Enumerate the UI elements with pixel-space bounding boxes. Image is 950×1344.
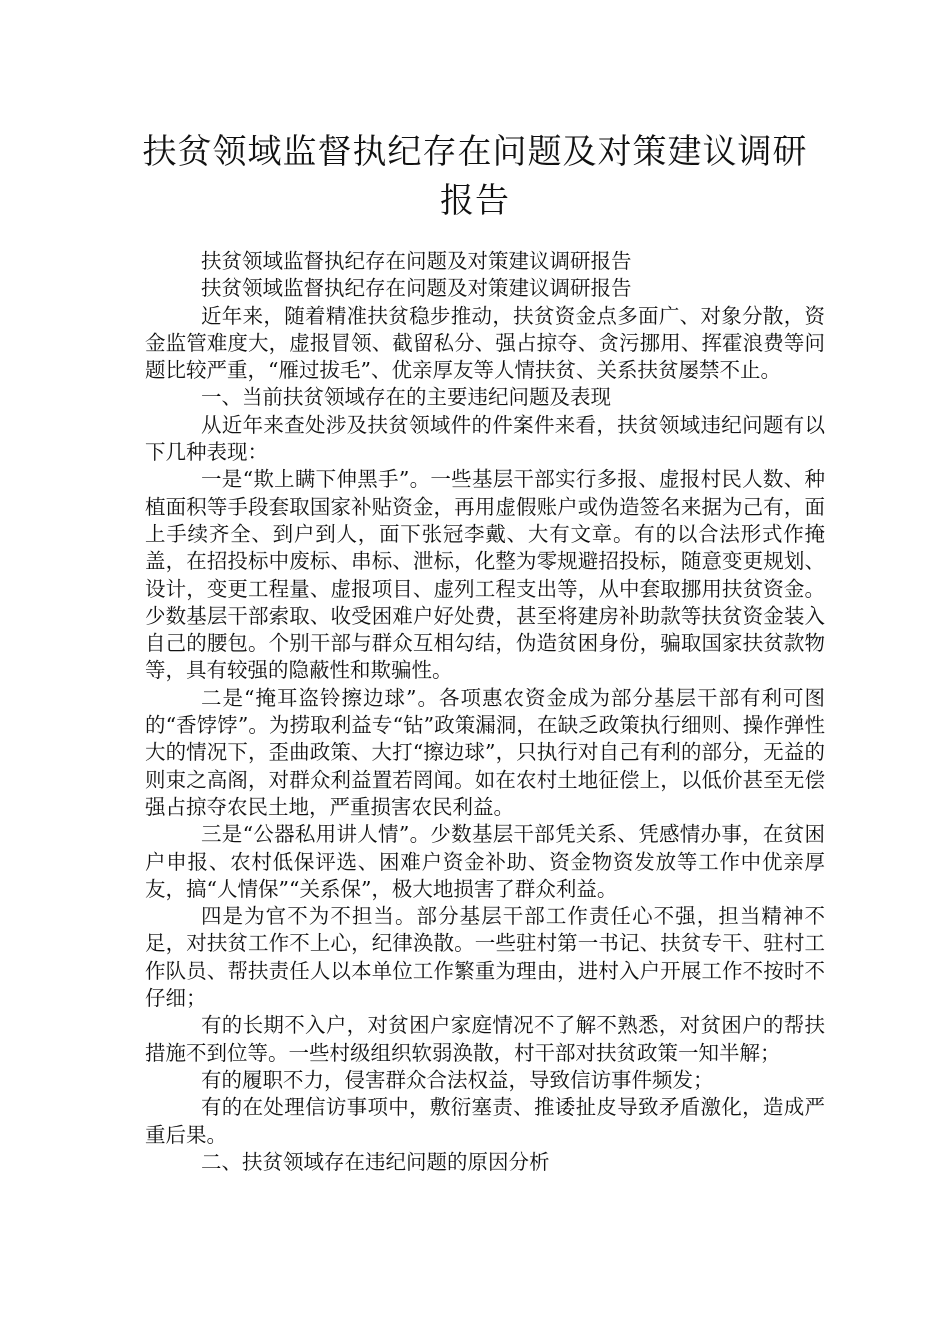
paragraph: 有的履职不力，侵害群众合法权益，导致信访事件频发； — [201, 1067, 714, 1092]
paragraph: 有的在处理信访事项中，敷衍塞责、推诿扯皮导致矛盾激化，造成严重后果。 — [145, 1095, 825, 1147]
paragraph: 一是“欺上瞒下伸黑手”。一些基层干部实行多报、虚报村民人数、种植面积等手段套取国家补贴资金，再用虚假账户或伪造签名来据为己有，面上手续齐全、到户到人，面下张冠李戴、大有文章。有的以合法形式作掩盖，在招投标中废标、串标、泄标，化整为零规避招投标，随意变更规划、设计，变更工程量、虚报项目、虚列工程支出等，从中套取挪用扶贫资金。少数基层干部索取、收受困难户好处费，甚至将建房补助款等扶贫资金装入自己的腰包。个别干部与群众互相勾结，伪造贫困身份，骗取国家扶贫款物等，具有较强的隐蔽性和欺骗性。 — [145, 467, 825, 683]
paragraph: 近年来，随着精准扶贫稳步推动，扶贫资金点多面广、对象分散，资金监管难度大，虚报冒领、截留私分、强占掠夺、贪污挪用、挥霍浪费等问题比较严重，“雁过拔毛”、优亲厚友等人情扶贫、关系扶贫屡禁不止。 — [145, 303, 825, 383]
document-body — [145, 248, 825, 1176]
document-title: 扶贫领域监督执纪存在问题及对策建议调研报告 — [142, 132, 808, 221]
paragraph: 扶贫领域监督执纪存在问题及对策建议调研报告 — [201, 249, 632, 273]
paragraph: 有的长期不入户，对贫困户家庭情况不了解不熟悉，对贫困户的帮扶措施不到位等。一些村级组织软弱涣散，村干部对扶贫政策一知半解； — [145, 1013, 825, 1065]
section-heading: 一、当前扶贫领域存在的主要违纪问题及表现 — [201, 385, 611, 410]
paragraph: 二是“掩耳盗铃擦边球”。各项惠农资金成为部分基层干部有利可图的“香饽饽”。为捞取利益专“钻”政策漏洞，在缺乏政策执行细则、操作弹性大的情况下，歪曲政策、大打“擦边球”，只执行对自己有利的部分，无益的则束之高阁，对群众利益置若罔闻。如在农村土地征偿上，以低价甚至无偿强占掠夺农民土地，严重损害农民利益。 — [145, 685, 825, 819]
section-heading: 二、扶贫领域存在违纪问题的原因分析 — [201, 1149, 550, 1174]
paragraph: 从近年来查处涉及扶贫领域件的件案件来看，扶贫领域违纪问题有以下几种表现： — [145, 412, 825, 465]
paragraph: 四是为官不为不担当。部分基层干部工作责任心不强，担当精神不足，对扶贫工作不上心，纪律涣散。一些驻村第一书记、扶贫专干、驻村工作队员、帮扶责任人以本单位工作繁重为理由，进村入户开展工作不按时不仔细； — [145, 904, 825, 1011]
paragraph: 三是“公器私用讲人情”。少数基层干部凭关系、凭感情办事，在贫困户申报、农村低保评选、困难户资金补助、资金物资发放等工作中优亲厚友，搞“人情保”“关系保”，极大地损害了群众利益。 — [145, 822, 825, 901]
paragraph: 扶贫领域监督执纪存在问题及对策建议调研报告 — [201, 276, 632, 301]
